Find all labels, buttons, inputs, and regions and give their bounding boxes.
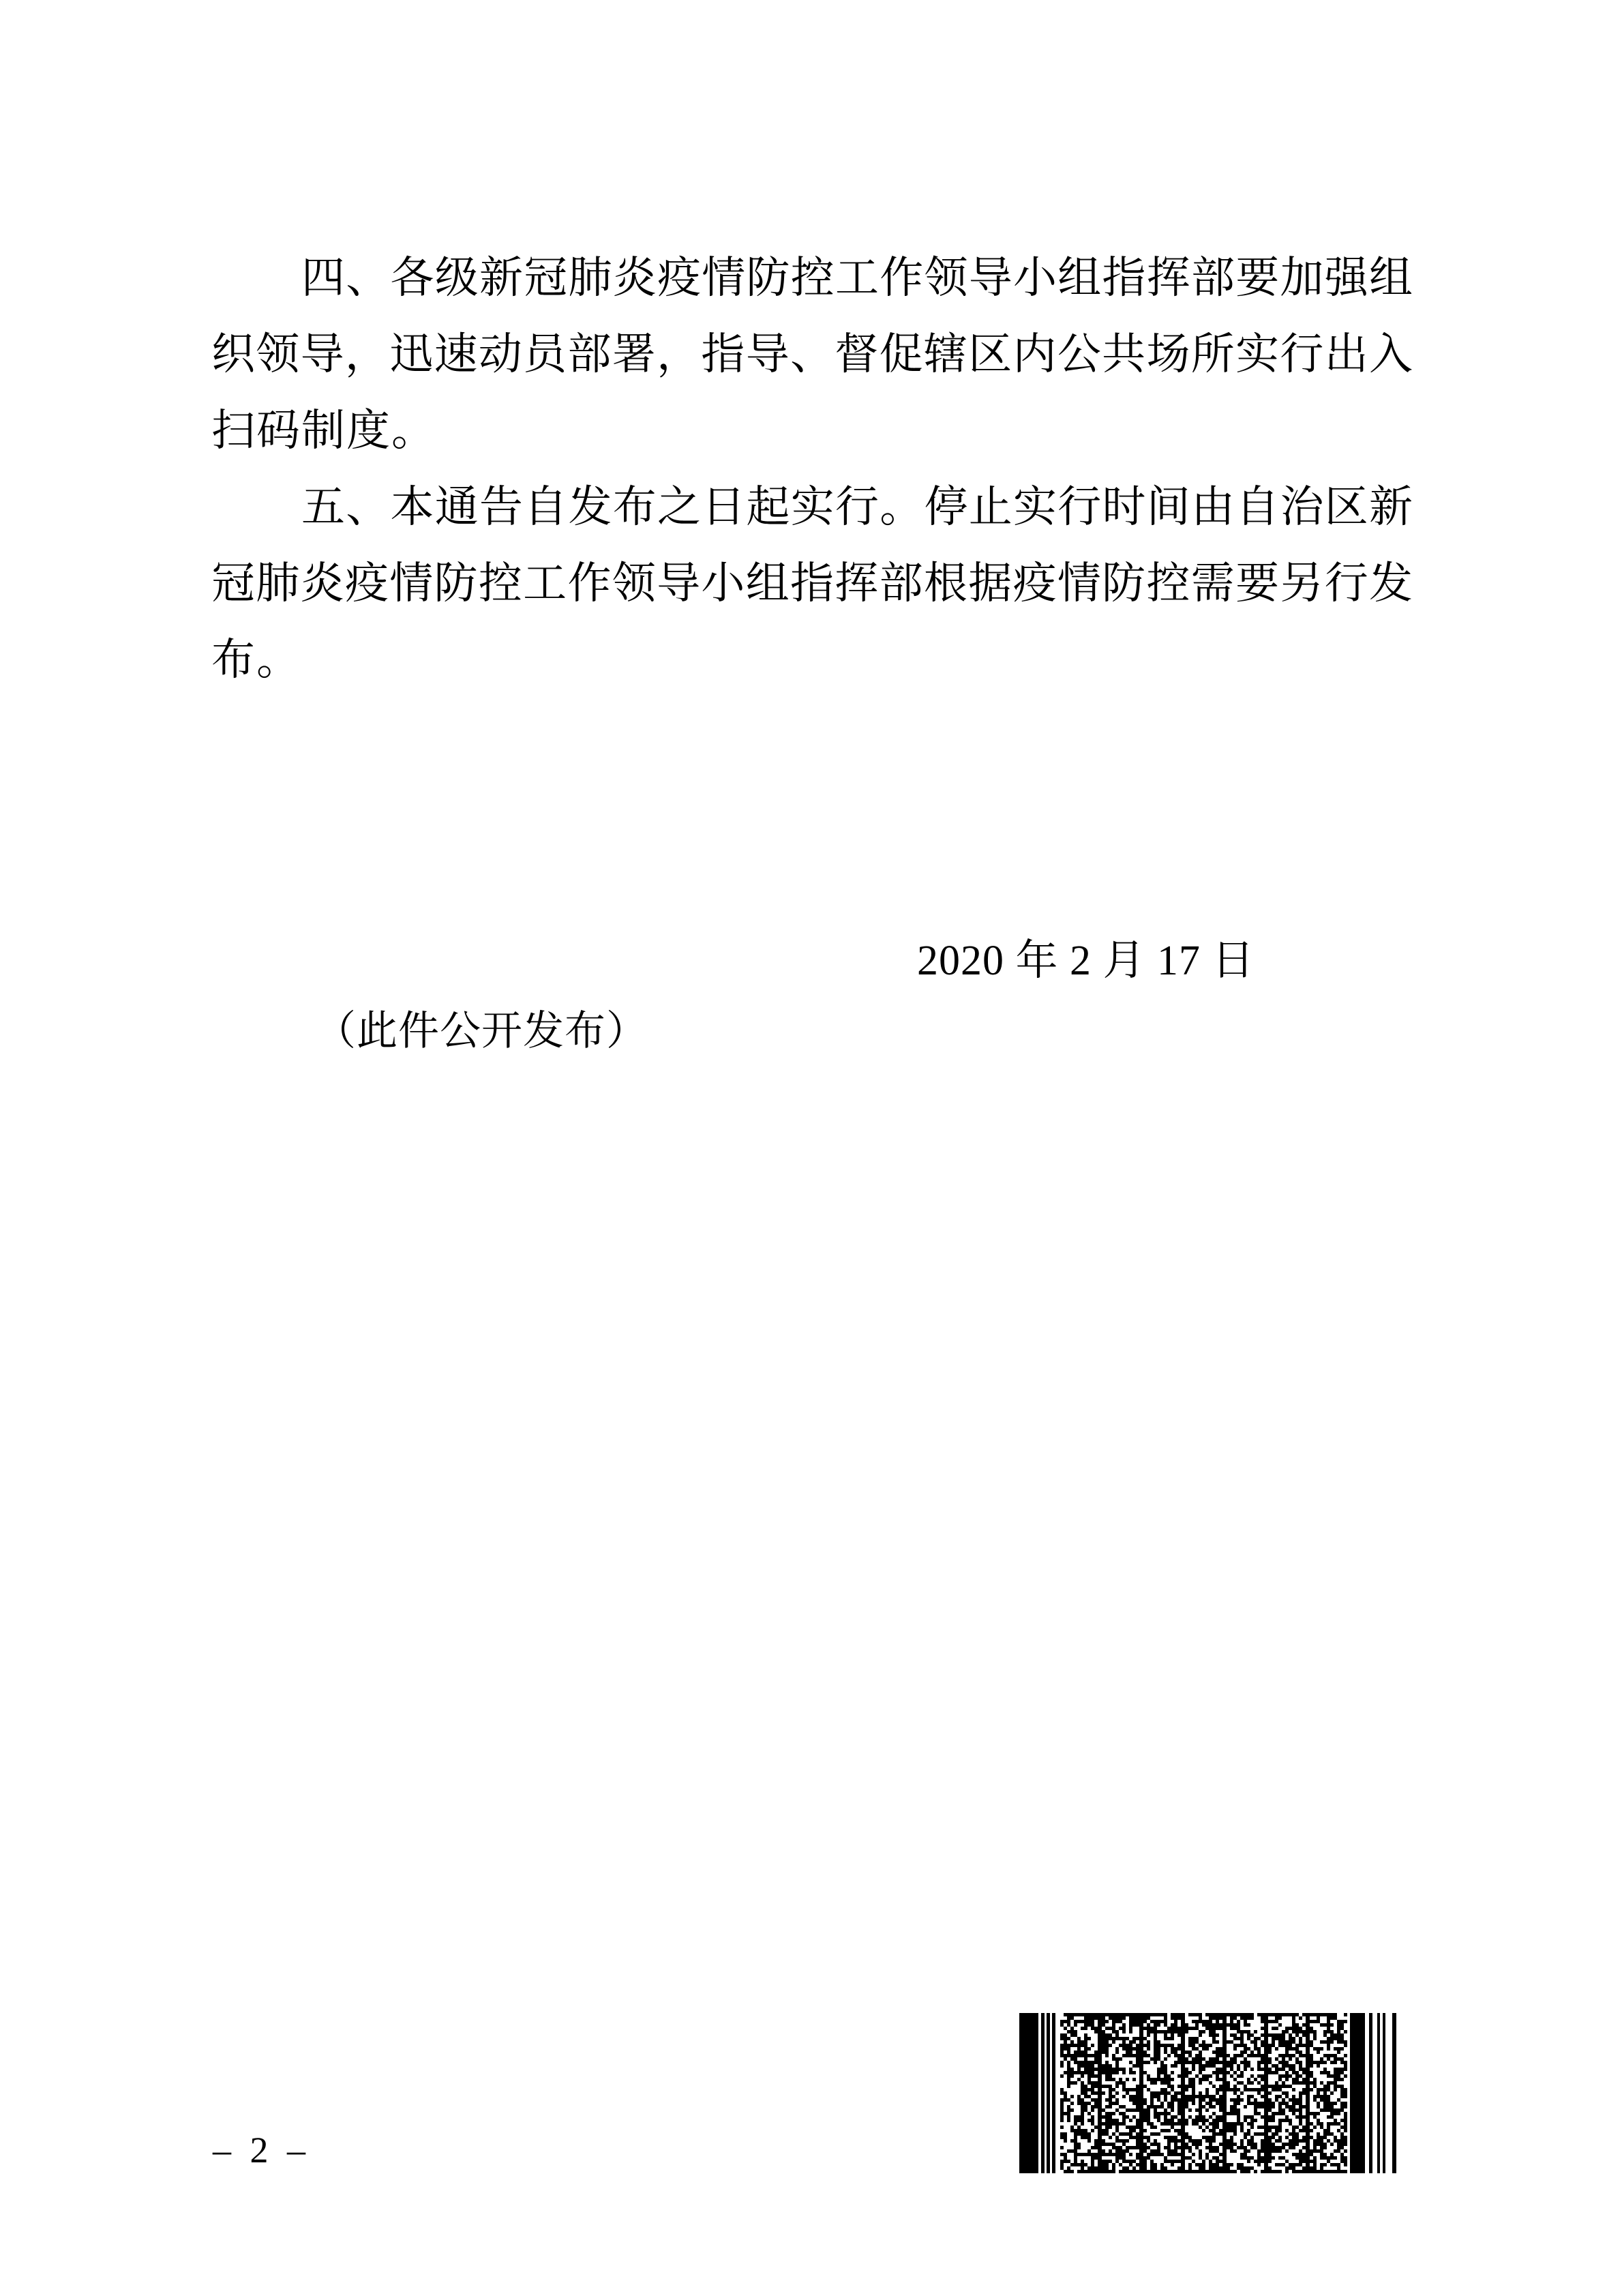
paragraph-item-4	[211, 240, 1413, 469]
document-2d-barcode	[1019, 2013, 1398, 2173]
paragraph-line: 扫码制度。	[211, 406, 436, 455]
page-number: – 2 –	[213, 2130, 305, 2171]
paragraph-line: 冠肺炎疫情防控工作领导小组指挥部根据疫情防控需要另行发	[211, 559, 1413, 608]
publication-note: （此件公开发布）	[315, 1009, 648, 1054]
paragraph-line: 布。	[211, 636, 301, 684]
document-body	[211, 240, 1413, 698]
date-line: 2020 年 2 月 17 日	[917, 938, 1255, 984]
paragraph-line: 织领导，迅速动员部署，指导、督促辖区内公共场所实行出入	[211, 330, 1413, 378]
paragraph-line: 五、本通告自发布之日起实行。停止实行时间由自治区新	[301, 483, 1413, 531]
paragraph-item-5	[211, 469, 1413, 698]
paragraph-line: 四、各级新冠肺炎疫情防控工作领导小组指挥部要加强组	[301, 254, 1413, 302]
